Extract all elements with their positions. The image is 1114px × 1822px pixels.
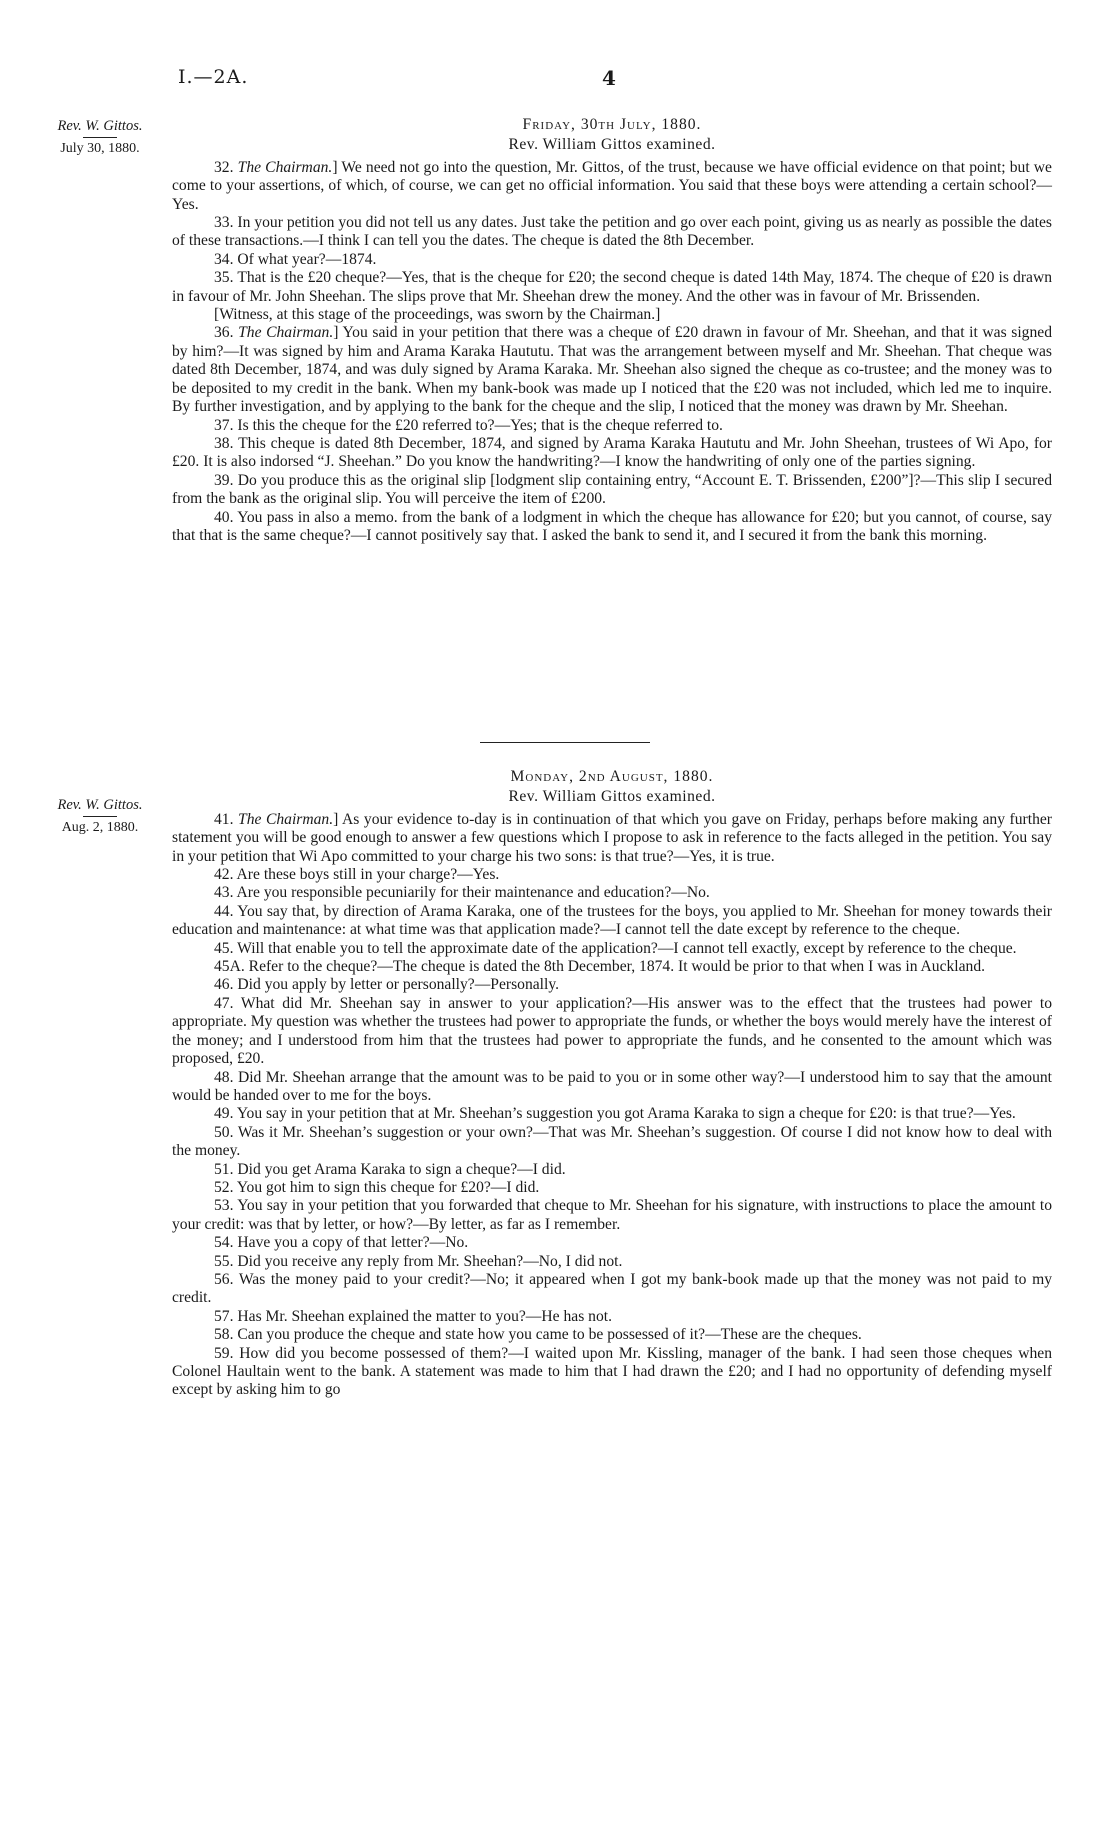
question-paragraph [172, 1308, 1052, 1326]
question-paragraph [172, 976, 1052, 994]
question-text: How did you become possessed of them?—I waited upon Mr. Kissling, manager of the bank. I had seen those cheques when Colonel Haultain went to the bank. A statement was made to him that I had drawn the £20; and I had no opportunity of defending myself except by asking him to go [172, 1344, 1052, 1399]
question-number: 40. [214, 508, 234, 526]
session-date-heading: Monday, 2nd August, 1880. [510, 768, 714, 785]
page-number: 4 [602, 66, 616, 90]
question-paragraph [172, 866, 1052, 884]
question-paragraph [172, 1253, 1052, 1271]
question-paragraph [172, 1105, 1052, 1123]
question-text: You say in your petition that you forwarded that cheque to Mr. Sheehan for his signature, with instructions to place the amount to your credit: was that by letter, or how?—By letter, as far as I remember. [172, 1197, 1052, 1233]
question-text: Will that enable you to tell the approximate date of the application?—I cannot tell exactly, except by reference to the cheque. [237, 939, 1017, 957]
evidence-body [172, 811, 1052, 1400]
question-paragraph [172, 1271, 1052, 1308]
speaker-name: The Chairman. [238, 324, 334, 342]
question-number: 50. [214, 1123, 234, 1141]
question-number: 47. [214, 994, 234, 1012]
question-number: 41. [214, 810, 234, 828]
question-text: Did you receive any reply from Mr. Sheehan?—No, I did not. [237, 1252, 623, 1270]
margin-note-date: Aug. 2, 1880. [61, 820, 139, 835]
question-number: 49. [214, 1105, 234, 1123]
question-number: 46. [214, 976, 234, 994]
question-text: Of what year?—1874. [237, 250, 377, 268]
question-paragraph [172, 1069, 1052, 1106]
question-paragraph [172, 1197, 1052, 1234]
question-text: Did you get Arama Karaka to sign a cheque?—I did. [237, 1160, 566, 1178]
question-number: 53. [214, 1197, 234, 1215]
witness-heading: Rev. William Gittos examined. [508, 136, 716, 154]
question-text: Has Mr. Sheehan explained the matter to you?—He has not. [237, 1307, 612, 1325]
question-text: [Witness, at this stage of the proceedings, was sworn by the Chairman.] [214, 306, 661, 324]
question-text: What did Mr. Sheehan say in answer to your application?—His answer was to the effect that the trustees had power to appropriate. My question was whether the trustees had power to appropriate the funds, or whether the boys would merely have the interest of the money; and I understood from him that the trustees had power to appropriate the funds, and he consented to the amount which was proposed, £20. [172, 994, 1052, 1068]
margin-note-witness [30, 116, 170, 159]
section-divider [480, 742, 650, 743]
question-text: Do you produce this as the original slip [lodgment slip containing entry, “Account E. T. Brissenden, £200”]?—This slip I secured from the bank as the original slip. You will perceive the item of £200. [172, 471, 1052, 508]
question-paragraph [172, 324, 1052, 416]
margin-note-rule [83, 137, 117, 138]
evidence-body [172, 159, 1052, 546]
document-reference: I.—2A. [178, 66, 249, 88]
speaker-name: The Chairman. [237, 158, 333, 176]
question-paragraph [172, 958, 1052, 976]
question-text: In your petition you did not tell us any dates. Just take the petition and go over each point, giving us as nearly as possible the dates of these transactions.—I think I can tell you the dates. The cheque is dated the 8th December. [172, 214, 1052, 250]
question-text: Have you a copy of that letter?—No. [237, 1234, 469, 1252]
question-text: You got him to sign this cheque for £20?—I did. [236, 1178, 540, 1196]
question-number: 57. [214, 1307, 234, 1325]
question-paragraph [172, 995, 1052, 1069]
question-number: 51. [214, 1160, 234, 1178]
question-paragraph [172, 435, 1052, 472]
speaker-name: The Chairman. [238, 810, 334, 828]
question-text: ] You said in your petition that there was a cheque of £20 drawn in favour of Mr. Sheehan, and that it was signed by him?—It was signed by him and Arama Karaka Haututu. That was the arrangement between myself and Mr. Sheehan. That cheque was dated 8th December, 1874, and was duly signed by Arama Karaka. Mr. Sheehan also signed the cheque as co-trustee; and the money was to be deposited to my credit in the bank. When my bank-book was made up I noticed that the £20 was not included, which led me to inquire. By further investigation, and by applying to the bank for the cheque and the slip, I noticed that the money was drawn by Mr. Sheehan. [172, 324, 1052, 416]
question-text: Refer to the cheque?—The cheque is dated the 8th December, 1874. It would be prior to that when I was in Auckland. [248, 958, 986, 976]
question-number: 44. [214, 902, 234, 920]
question-number: 45A. [214, 958, 245, 976]
question-paragraph [172, 1234, 1052, 1252]
question-paragraph [172, 159, 1052, 214]
question-text: Are you responsible pecuniarily for their maintenance and education?—No. [236, 884, 710, 902]
question-text: Can you produce the cheque and state how you came to be possessed of it?—These are the cheques. [237, 1326, 862, 1344]
session-section [172, 116, 1052, 545]
question-number: 43. [214, 884, 234, 902]
question-paragraph [172, 509, 1052, 546]
question-text: This cheque is dated 8th December, 1874, and signed by Arama Karaka Haututu and Mr. John Sheehan, trustees of Wi Apo, for £20. It is also indorsed “J. Sheehan.” Do you know the handwriting?—I know the handwriting of only one of the parties signing. [172, 434, 1052, 471]
question-paragraph [172, 940, 1052, 958]
procedural-note [172, 306, 1052, 324]
question-number: 32. [214, 158, 234, 176]
margin-note-witness [30, 795, 170, 838]
session-date-heading: Friday, 30th July, 1880. [522, 116, 702, 133]
question-number: 38. [214, 434, 234, 452]
question-paragraph [172, 214, 1052, 251]
question-text: ] We need not go into the question, Mr. Gittos, of the trust, because we have official evidence on that point; but we come to your assertions, of which, of course, we can get no official information. You said that these boys were attending a certain school?—Yes. [172, 158, 1052, 213]
question-text: Did you apply by letter or personally?—Personally. [237, 976, 560, 994]
question-number: 58. [214, 1326, 234, 1344]
question-number: 54. [214, 1234, 234, 1252]
margin-note-date: July 30, 1880. [60, 141, 140, 156]
question-paragraph [172, 903, 1052, 940]
question-number: 37. [214, 416, 234, 434]
question-paragraph [172, 251, 1052, 269]
question-paragraph [172, 472, 1052, 509]
question-text: Was it Mr. Sheehan’s suggestion or your own?—That was Mr. Sheehan’s suggestion. Of course I did not know how to deal with the money. [172, 1123, 1052, 1160]
question-paragraph [172, 1124, 1052, 1161]
margin-note-rule [83, 816, 117, 817]
question-number: 36. [214, 324, 234, 342]
question-paragraph [172, 417, 1052, 435]
question-text: Did Mr. Sheehan arrange that the amount was to be paid to you or in some other way?—I understood him to say that the amount would be handed over to me for the boys. [172, 1068, 1052, 1104]
question-paragraph [172, 1326, 1052, 1344]
margin-note-name: Rev. W. Gittos. [57, 797, 143, 813]
question-text: That is the £20 cheque?—Yes, that is the cheque for £20; the second cheque is dated 14th May, 1874. The cheque of £20 is drawn in favour of Mr. John Sheehan. The slips prove that Mr. Sheehan drew the money. And the other was in favour of Mr. Brissenden. [172, 269, 1053, 305]
page-header [170, 66, 1050, 96]
question-paragraph [172, 884, 1052, 902]
question-text: You pass in also a memo. from the bank of a lodgment in which the cheque has allowance for £20; but you cannot, of course, say that that is the same cheque?—I cannot positively say that. I asked the bank to send it, and I secured it from the bank this morning. [172, 508, 1052, 544]
question-number: 39. [214, 471, 234, 489]
question-paragraph [172, 1179, 1052, 1197]
question-number: 59. [214, 1344, 234, 1362]
question-number: 56. [214, 1270, 234, 1288]
question-number: 45. [214, 939, 234, 957]
question-number: 52. [214, 1178, 234, 1196]
question-number: 34. [214, 250, 234, 268]
question-text: ] As your evidence to-day is in continuation of that which you gave on Friday, perhaps before making any further statement you will be good enough to answer a few questions which I propose to ask in reference to the facts alleged in the petition. You say in your petition that Wi Apo committed to your charge his two sons: is that true?—Yes, it is true. [172, 810, 1052, 865]
question-number: 33. [214, 214, 234, 232]
margin-note-name: Rev. W. Gittos. [57, 118, 143, 134]
question-text: You say in your petition that at Mr. Sheehan’s suggestion you got Arama Karaka to sign a cheque for £20: is that true?—Yes. [236, 1105, 1016, 1123]
question-number: 42. [214, 866, 234, 884]
question-text: Was the money paid to your credit?—No; it appeared when I got my bank-book made up that the money was not paid to my credit. [172, 1270, 1052, 1307]
question-number: 35. [214, 269, 234, 287]
question-text: You say that, by direction of Arama Karaka, one of the trustees for the boys, you applied to Mr. Sheehan for money towards their education and maintenance: at what time was that application made?—I cannot tell the date except by reference to the cheque. [172, 902, 1053, 939]
question-text: Is this the cheque for the £20 referred to?—Yes; that is the cheque referred to. [237, 416, 723, 434]
question-paragraph [172, 1345, 1052, 1400]
question-paragraph [172, 1161, 1052, 1179]
witness-heading: Rev. William Gittos examined. [508, 788, 716, 806]
question-paragraph [172, 811, 1052, 866]
question-number: 48. [214, 1068, 234, 1086]
session-section [172, 768, 1052, 1400]
question-number: 55. [214, 1252, 234, 1270]
question-paragraph [172, 269, 1052, 306]
question-text: Are these boys still in your charge?—Yes. [236, 866, 500, 884]
